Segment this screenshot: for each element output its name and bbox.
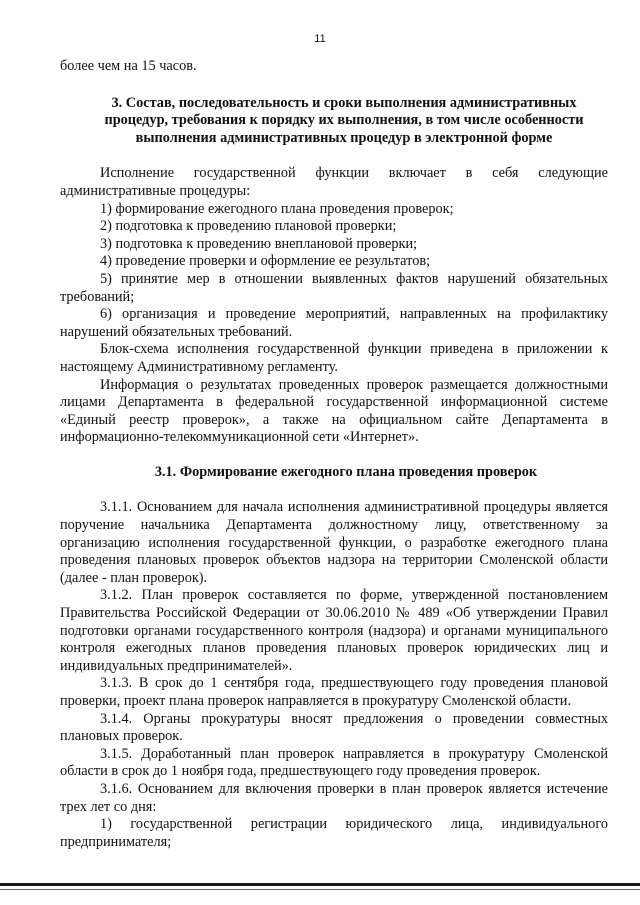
document-body <box>60 58 608 851</box>
list-item: 1) формирование ежегодного плана проведения проверок; <box>100 200 454 217</box>
paragraph: 3.1.4. Органы прокуратуры вносят предложения о проведении совместных плановых проверок. <box>60 710 608 745</box>
scan-edge-line <box>0 889 640 890</box>
scan-edge-line <box>0 883 640 886</box>
intro-line: более чем на 15 часов. <box>60 58 197 74</box>
list-item: 1) государственной регистрации юридического лица, индивидуального предпринимателя; <box>60 816 608 850</box>
paragraph: 3.1.2. План проверок составляется по форме, утвержденной постановлением Правительства Российской Федерации от 30.06.2010 № 489 «Об утверждении Правил подготовки органами государственного контроля (надзора) и органами муниципального контроля ежегодных планов проведения плановых проверок юридических лиц и индивидуальных предпринимателей». <box>60 587 608 674</box>
paragraph: Блок-схема исполнения государственной функции приведена в приложении к настоящему Административному регламенту. <box>60 341 608 375</box>
list-item: 3) подготовка к проведению внеплановой проверки; <box>100 235 418 252</box>
subsection-heading: 3.1. Формирование ежегодного плана проведения проверок <box>154 463 538 480</box>
paragraph: 3.1.1. Основанием для начала исполнения административной процедуры является поручение начальника Департамента должностному лицу, ответственному за организацию исполнения государственной функции, о разработке ежегодного плана проведения плановых проверок объектов надзора на территории Смоленской области (далее - план проверок). <box>60 499 608 586</box>
paragraph: 3.1.6. Основанием для включения проверки в план проверок является истечение трех лет со дня: <box>60 780 608 815</box>
section-heading: 3. Состав, последовательность и сроки выполнения административных процедур, требования к порядку их выполнения, в том числе особенности выполнения административных процедур в электронной форме <box>104 94 584 146</box>
paragraph: 3.1.5. Доработанный план проверок направляется в прокуратуру Смоленской области в срок до 1 ноября года, предшествующего году проведения проверок. <box>60 745 608 780</box>
paragraph: Исполнение государственной функции включает в себя следующие административные процедуры: <box>60 165 608 199</box>
list-item: 5) принятие мер в отношении выявленных фактов нарушений обязательных требований; <box>60 270 608 305</box>
list-item: 2) подготовка к проведению плановой проверки; <box>100 218 397 235</box>
list-item: 6) организация и проведение мероприятий, направленных на профилактику нарушений обязательных требований. <box>60 306 608 340</box>
paragraph: 3.1.3. В срок до 1 сентября года, предшествующего году проведения плановой проверки, проект плана проверок направляется в прокуратуру Смоленской области. <box>60 675 608 709</box>
page-number: 11 <box>314 33 326 45</box>
paragraph: Информация о результатах проведенных проверок размещается должностными лицами Департамента в федеральной государственной информационной системе «Единый реестр проверок», а также на официальном сайте Департамента в информационно-телекоммуникационной сети «Интернет». <box>60 376 608 446</box>
list-item: 4) проведение проверки и оформление ее результатов; <box>100 253 431 270</box>
